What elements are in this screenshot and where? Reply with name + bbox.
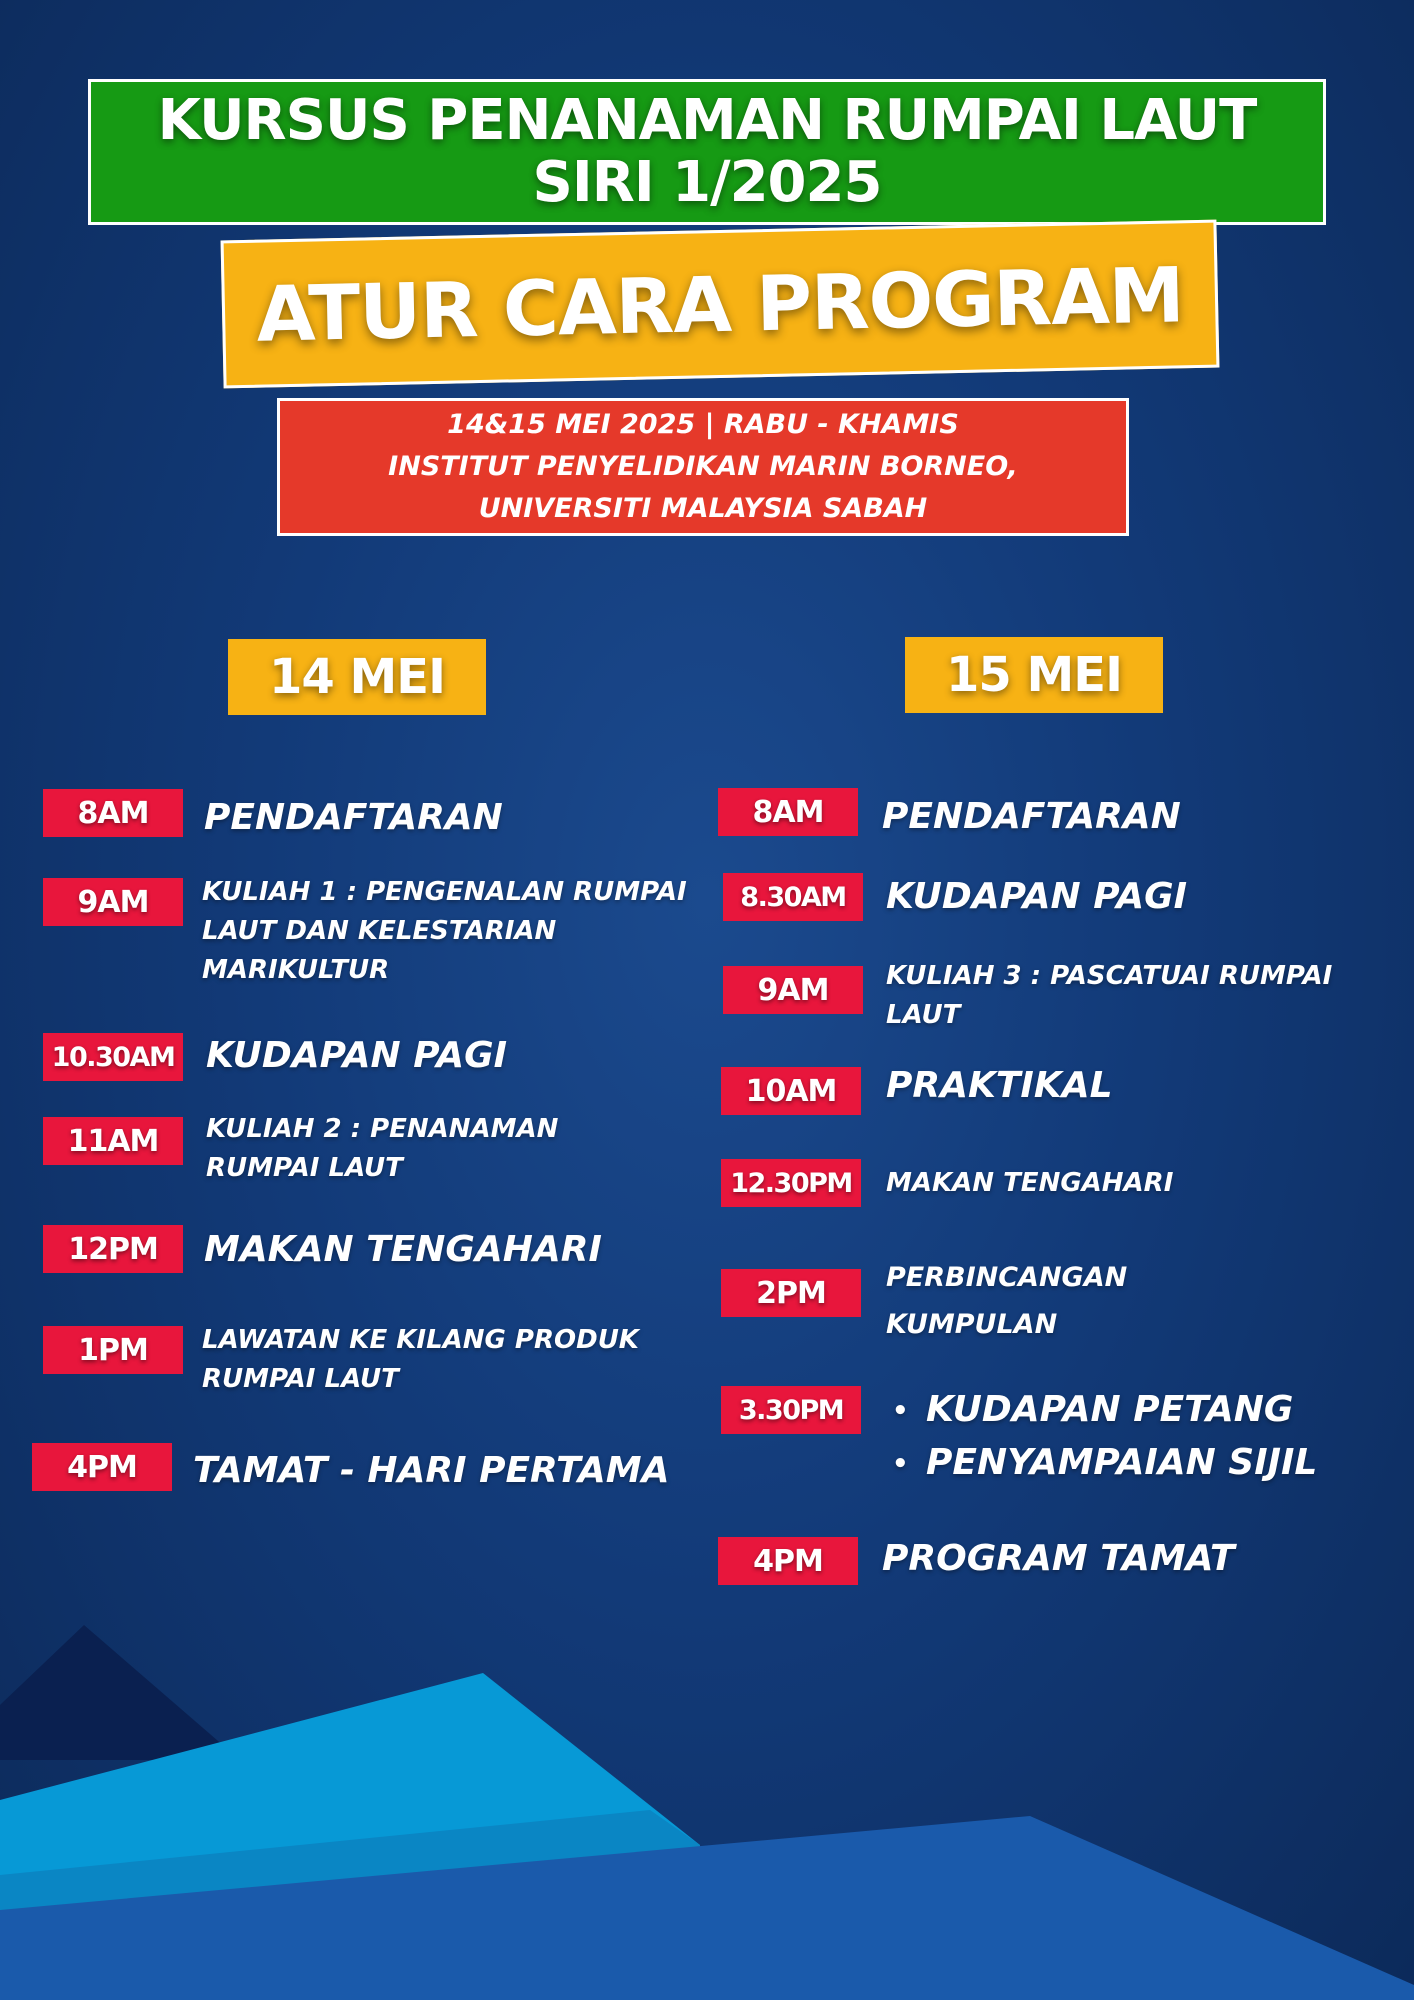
day1-time: 4PM: [67, 1449, 137, 1485]
day2-time: 8AM: [752, 794, 824, 830]
day2-activity: [882, 795, 1181, 839]
day1-time-badge: [32, 1443, 172, 1491]
day1-activity: [202, 873, 687, 990]
day2-activity: [886, 1254, 1127, 1348]
day1-activity: [204, 1228, 602, 1272]
bullet-item: [892, 1437, 1317, 1490]
activity-line: KULIAH 2 : PENANAMAN: [206, 1114, 559, 1144]
day1-activity: [193, 1449, 669, 1493]
day2-time: 10AM: [745, 1073, 837, 1109]
day1-time-badge: [43, 1225, 183, 1273]
day1-time-badge: [43, 789, 183, 837]
day1-label: 14 MEI: [269, 649, 445, 705]
program-subtitle-box: [221, 220, 1220, 389]
day2-activity: [886, 875, 1187, 919]
activity-line: LAUT DAN KELESTARIAN: [202, 916, 557, 946]
day2-badge: [905, 637, 1163, 713]
event-venue-line1: INSTITUT PENYELIDIKAN MARIN BORNEO,: [388, 451, 1018, 482]
activity-line: KULIAH 3 : PASCATUAI RUMPAI: [886, 961, 1333, 991]
day1-time: 12PM: [68, 1231, 158, 1267]
activity-line: LAUT: [886, 1000, 961, 1030]
day2-label: 15 MEI: [946, 647, 1122, 703]
activity-line: PROGRAM TAMAT: [882, 1538, 1235, 1579]
course-title-box: [88, 79, 1326, 225]
day2-time-badge: [721, 1386, 861, 1434]
day1-time: 8AM: [77, 795, 149, 831]
day1-time-badge: [43, 1326, 183, 1374]
day2-activity: [882, 1537, 1235, 1581]
event-venue-line2: UNIVERSITI MALAYSIA SABAH: [478, 493, 928, 524]
day2-time-badge: [721, 1159, 861, 1207]
day2-activity: [886, 1064, 1113, 1108]
activity-line: KUDAPAN PAGI: [886, 876, 1188, 917]
day1-activity: [206, 1034, 507, 1078]
day1-time-badge: [43, 1033, 183, 1081]
activity-line: PENDAFTARAN: [882, 796, 1181, 837]
activity-line: KUDAPAN PETANG: [926, 1389, 1294, 1430]
bullet-icon: •: [892, 1396, 909, 1426]
activity-line: LAWATAN KE KILANG PRODUK: [202, 1325, 639, 1355]
day2-time-badge: [718, 788, 858, 836]
activity-line: MAKAN TENGAHARI: [204, 1229, 602, 1270]
bullet-item: [892, 1384, 1317, 1437]
day2-time: 8.30AM: [740, 881, 846, 913]
activity-line: KULIAH 1 : PENGENALAN RUMPAI: [202, 877, 687, 907]
day2-time-badge: [718, 1537, 858, 1585]
activity-line: MARIKULTUR: [202, 955, 390, 985]
day2-time: 3.30PM: [738, 1394, 844, 1426]
dark-peak: [0, 1625, 240, 1760]
day2-activity: [886, 1164, 1173, 1203]
course-title-line2: SIRI 1/2025: [532, 150, 882, 215]
activity-line: PENDAFTARAN: [204, 797, 503, 838]
activity-line: TAMAT - HARI PERTAMA: [193, 1450, 670, 1491]
day1-time-badge: [43, 878, 183, 926]
activity-line: MAKAN TENGAHARI: [886, 1168, 1174, 1198]
day2-time: 2PM: [756, 1275, 826, 1311]
course-title-line1: KURSUS PENANAMAN RUMPAI LAUT: [157, 88, 1257, 153]
activity-line: KUDAPAN PAGI: [206, 1035, 508, 1076]
event-date: 14&15 MEI 2025 | RABU - KHAMIS: [447, 409, 959, 440]
activity-line: PENYAMPAIAN SIJIL: [926, 1442, 1318, 1483]
day1-activity: [202, 1321, 639, 1399]
activity-line: RUMPAI LAUT: [202, 1364, 399, 1394]
day2-activity-bullets: [892, 1384, 1317, 1490]
day1-time: 10.30AM: [51, 1041, 175, 1073]
day1-activity: [206, 1110, 558, 1188]
day2-activity: [886, 957, 1332, 1035]
program-subtitle: ATUR CARA PROGRAM: [255, 249, 1185, 359]
day1-time: 11AM: [67, 1123, 159, 1159]
bullet-icon: •: [892, 1449, 909, 1479]
day2-time-badge: [723, 873, 863, 921]
day1-time-badge: [43, 1117, 183, 1165]
event-info-box: [277, 398, 1129, 536]
day2-time-badge: [721, 1269, 861, 1317]
day2-time-badge: [721, 1067, 861, 1115]
day2-time: 12.30PM: [730, 1167, 852, 1199]
day2-time: 4PM: [753, 1543, 823, 1579]
day2-time: 9AM: [757, 972, 829, 1008]
day1-badge: [228, 639, 486, 715]
activity-line: PRAKTIKAL: [886, 1065, 1113, 1106]
day1-time: 9AM: [77, 884, 149, 920]
activity-line: RUMPAI LAUT: [206, 1153, 403, 1183]
day1-time: 1PM: [78, 1332, 148, 1368]
activity-line: KUMPULAN: [886, 1309, 1058, 1340]
activity-line: PERBINCANGAN: [886, 1262, 1128, 1293]
day2-time-badge: [723, 966, 863, 1014]
day1-activity: [204, 796, 503, 840]
